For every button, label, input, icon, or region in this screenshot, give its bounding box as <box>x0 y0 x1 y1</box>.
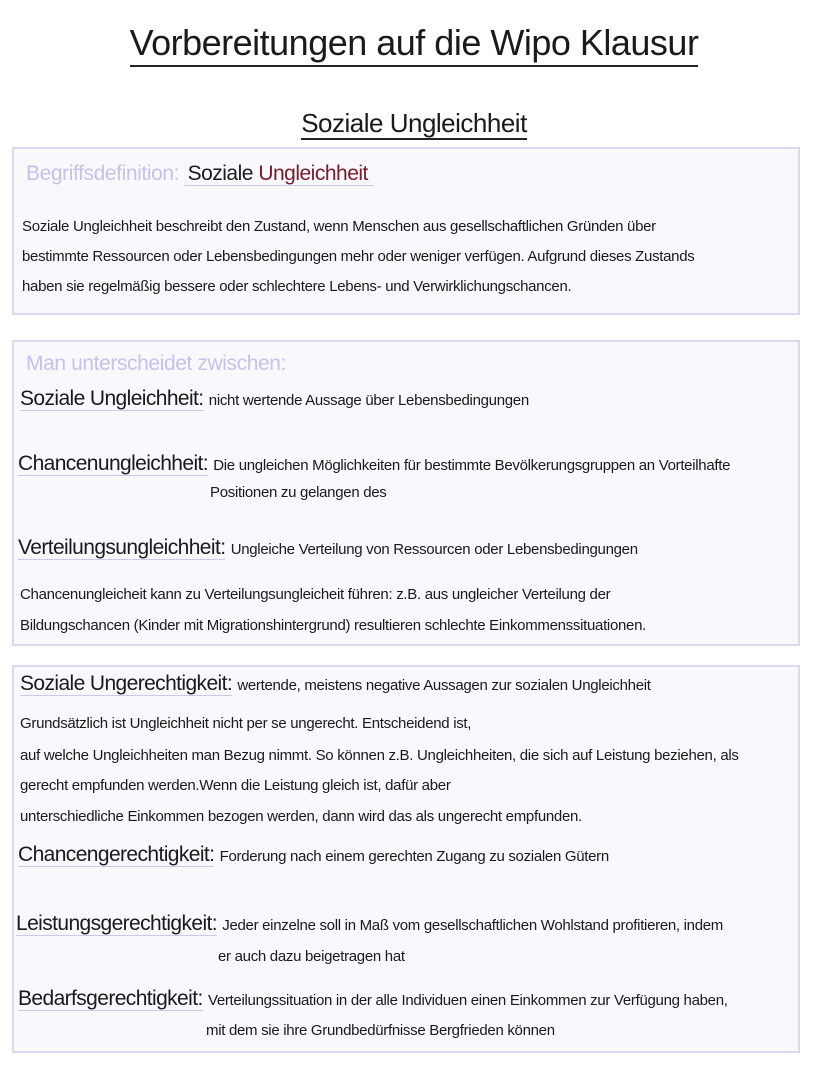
justice-item <box>18 987 728 1011</box>
item-desc: nicht wertende Aussage über Lebensbedingungen <box>208 392 529 409</box>
item-term: Bedarfsgerechtigkeit: <box>18 987 203 1010</box>
page-subtitle <box>0 108 828 139</box>
item-desc: Verteilungssituation in der alle Individuen einen Einkommen zur Verfügung haben, <box>207 992 728 1009</box>
definition-label: Begriffsdefinition: <box>26 162 180 185</box>
distinction-label: Man unterscheidet zwischen: <box>26 352 287 375</box>
justice-item <box>18 843 609 867</box>
item-term: Chancenungleichheit: <box>18 452 208 475</box>
distinction-item <box>20 387 529 411</box>
heading-desc: wertende, meistens negative Aussagen zur sozialen Ungleichheit <box>237 677 651 694</box>
item-desc: Ungleiche Verteilung von Ressourcen oder Lebensbedingungen <box>230 541 638 558</box>
page-title <box>0 22 828 64</box>
distinction-note-line: Bildungschancen (Kinder mit Migrationshintergrund) resultieren schlechte Einkommenssituationen. <box>20 617 647 634</box>
heading-term: Soziale Ungerechtigkeit: <box>20 672 233 695</box>
distinction-note-line: Chancenungleicheit kann zu Verteilungsungleicheit führen: z.B. aus ungleicher Verteilung der <box>20 586 611 603</box>
term-part2: Ungleichheit <box>258 162 368 185</box>
definition-heading <box>26 162 374 186</box>
item-term: Verteilungsungleichheit: <box>18 536 226 559</box>
item-term: Soziale Ungleichheit: <box>20 387 204 410</box>
definition-line: bestimmte Ressourcen oder Lebensbedingungen mehr oder weniger verfügen. Aufgrund dieses Zustands <box>22 248 695 265</box>
item-continuation: er auch dazu beigetragen hat <box>218 948 405 965</box>
item-continuation: mit dem sie ihre Grundbedürfnisse Bergfrieden können <box>206 1022 555 1039</box>
item-term: Chancengerechtigkeit: <box>18 843 215 866</box>
term-part1: Soziale <box>187 162 253 185</box>
justice-line: Grundsätzlich ist Ungleichheit nicht per se ungerecht. Entscheidend ist, <box>20 715 472 732</box>
item-term: Leistungsgerechtigkeit: <box>16 912 217 935</box>
item-desc: Forderung nach einem gerechten Zugang zu sozialen Gütern <box>219 848 609 865</box>
definition-line: Soziale Ungleichheit beschreibt den Zustand, wenn Menschen aus gesellschaftlichen Gründen über <box>22 218 656 235</box>
distinction-item <box>18 536 638 560</box>
distinction-item <box>18 452 730 476</box>
justice-item <box>16 912 723 936</box>
definition-line: haben sie regelmäßig bessere oder schlechtere Lebens- und Verwirklichungschancen. <box>22 278 572 295</box>
item-desc: Die ungleichen Möglichkeiten für bestimmte Bevölkerungsgruppen an Vorteilhafte <box>213 457 731 474</box>
item-desc: Jeder einzelne soll in Maß vom gesellschaftlichen Wohlstand profitieren, indem <box>222 917 724 934</box>
justice-line: auf welche Ungleichheiten man Bezug nimmt. So können z.B. Ungleichheiten, die sich auf Leistung beziehen, als <box>20 747 739 764</box>
justice-heading <box>20 672 651 696</box>
subtitle-text: Soziale Ungleichheit <box>301 108 527 138</box>
justice-line: unterschiedliche Einkommen bezogen werden, dann wird das als ungerecht empfunden. <box>20 808 582 825</box>
definition-term <box>184 162 374 186</box>
item-continuation: Positionen zu gelangen des <box>210 484 387 501</box>
title-text: Vorbereitungen auf die Wipo Klausur <box>130 22 699 67</box>
justice-line: gerecht empfunden werden.Wenn die Leistung gleich ist, dafür aber <box>20 777 451 794</box>
